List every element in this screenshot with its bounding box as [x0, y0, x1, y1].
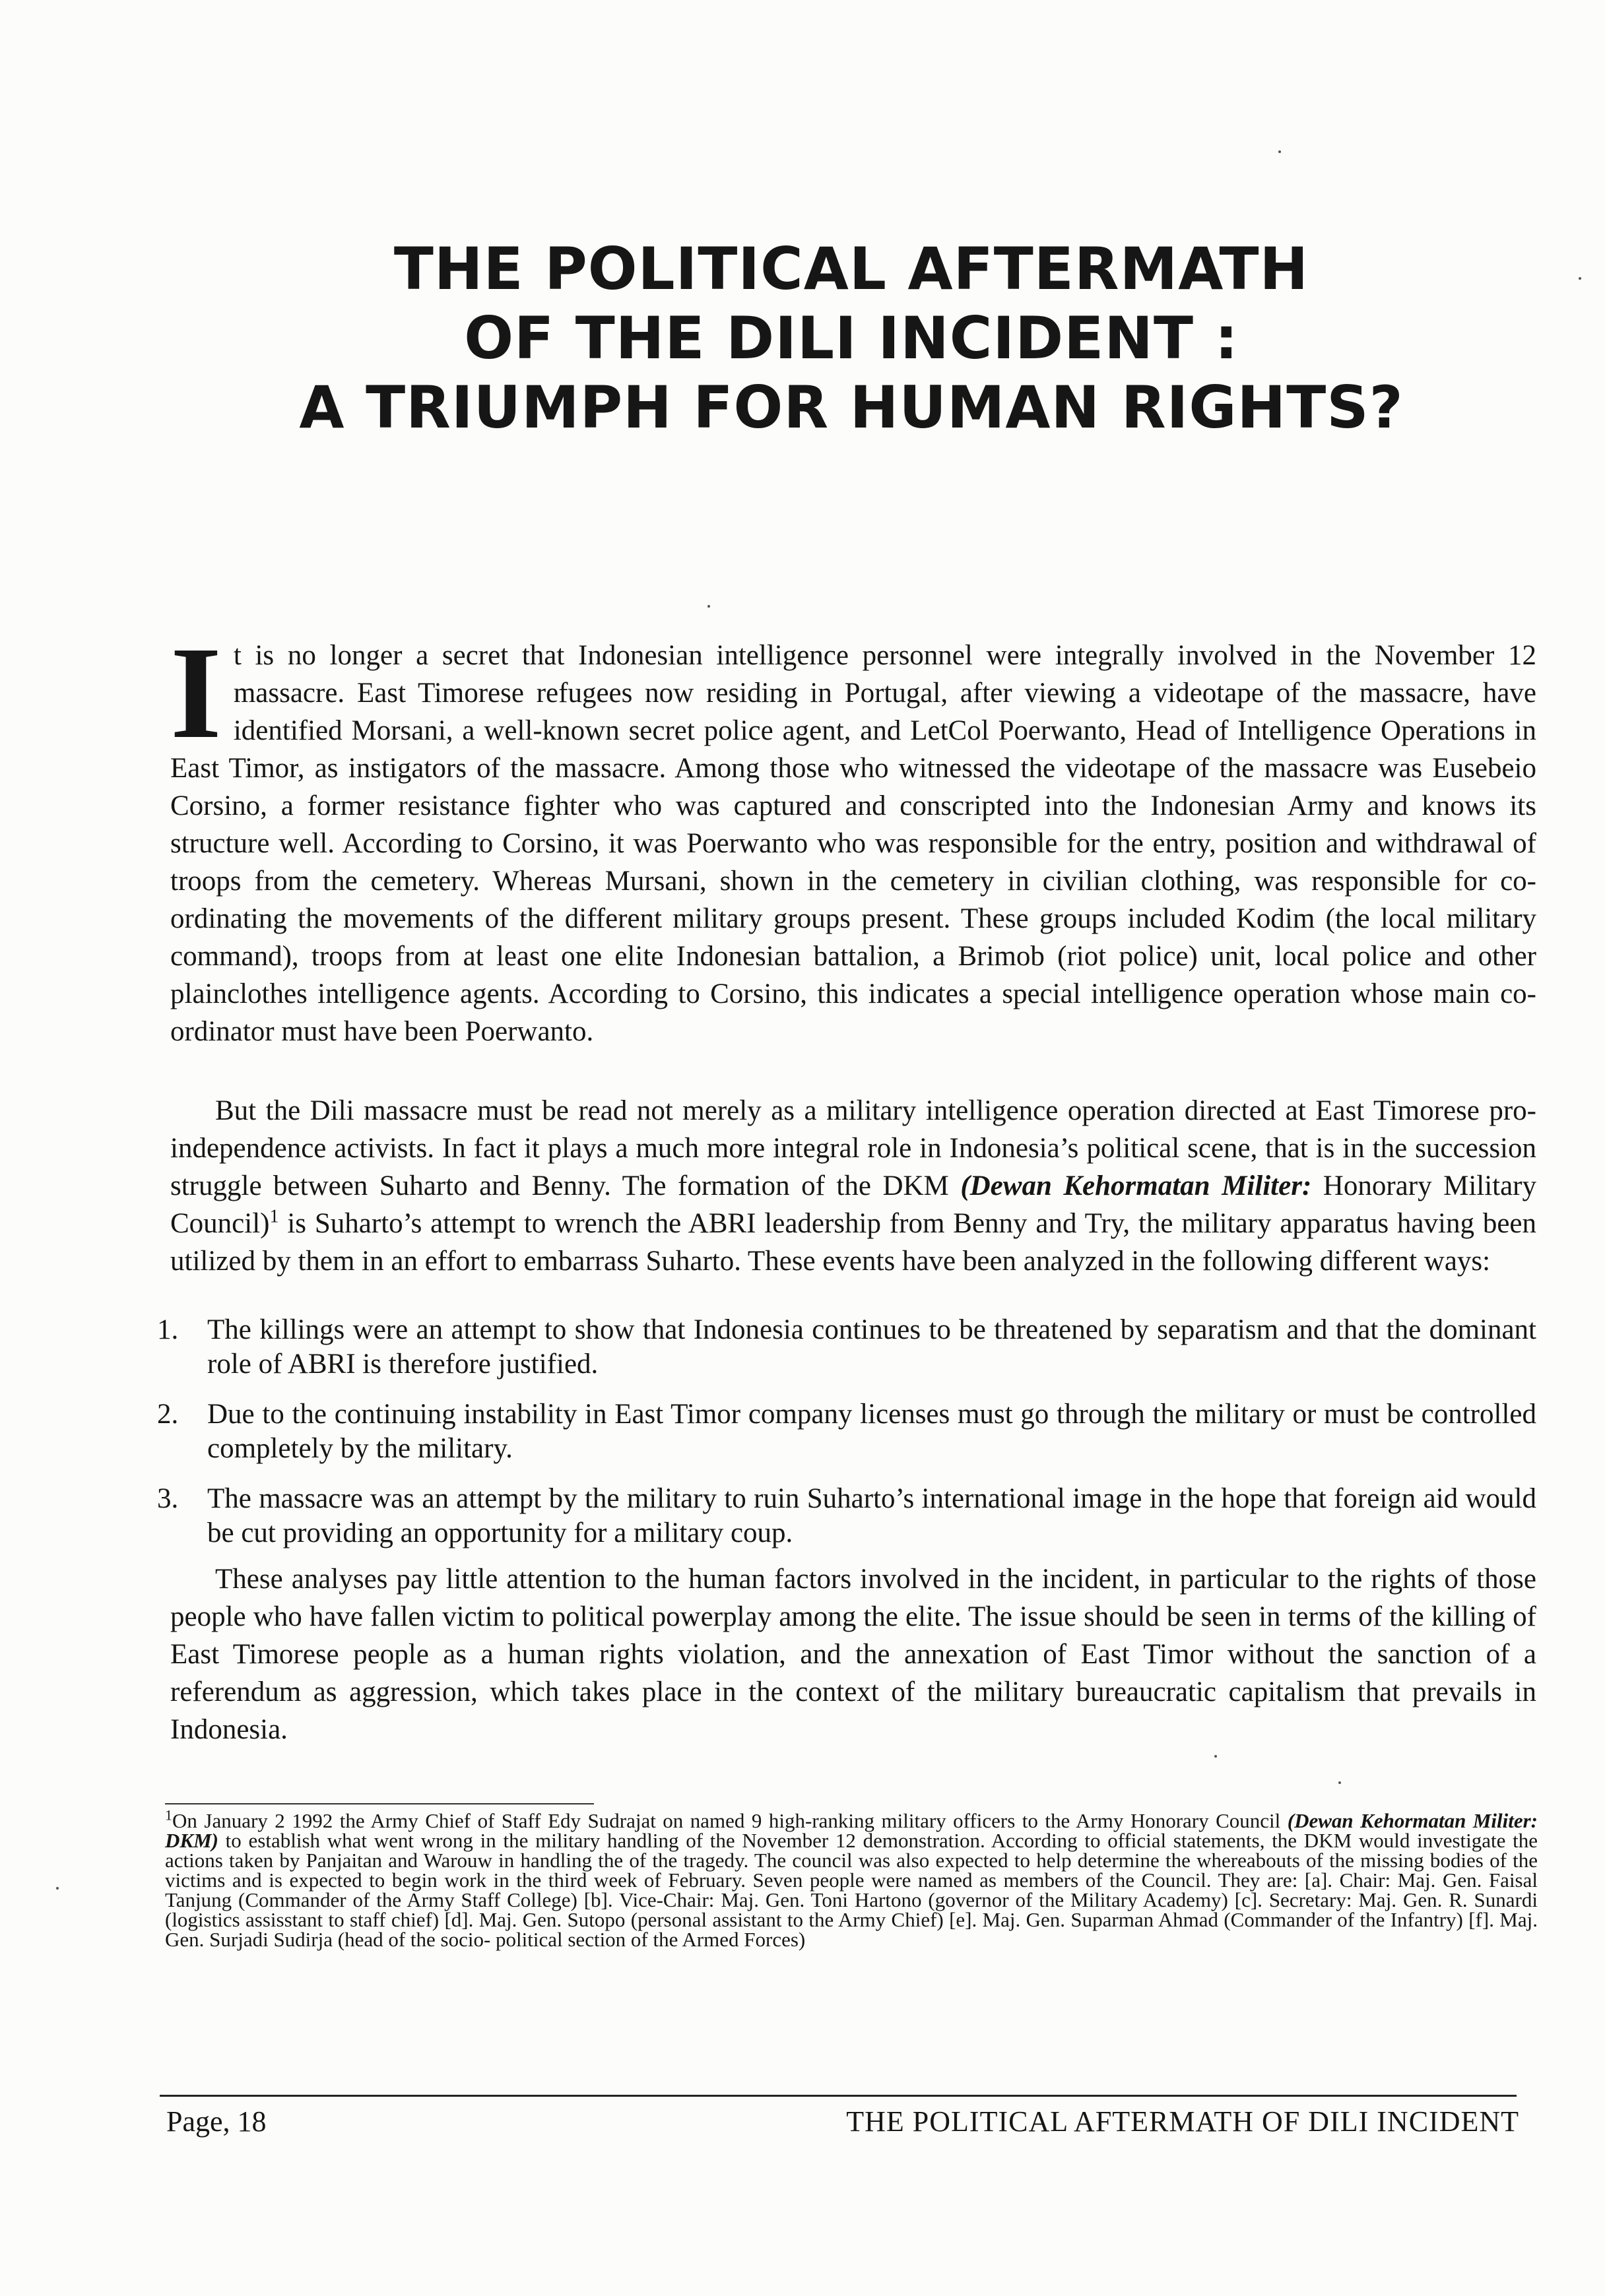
page-number: Page, 18 — [166, 2105, 267, 2138]
paragraph-2-text-b: Honorary Military Council) — [170, 1170, 1537, 1239]
list-item — [157, 1482, 1536, 1550]
running-title: THE POLITICAL AFTERMATH OF DILI INCIDENT — [846, 2105, 1519, 2138]
scan-speck — [1338, 1781, 1341, 1784]
dkm-term: (Dewan Kehormatan Militer: — [960, 1170, 1312, 1201]
paragraph-2 — [170, 1092, 1536, 1280]
footnote-dkm-term: (Dewan Kehormatan Militer: DKM) — [165, 1809, 1538, 1852]
list-number: 2. — [157, 1399, 179, 1430]
paragraph-3 — [170, 1560, 1536, 1748]
drop-cap: I — [170, 620, 222, 766]
title-line-1: THE POLITICAL AFTERMATH — [393, 235, 1309, 303]
footnote-text-b: to establish what went wrong in the military handling of the November 12 demonstration. According to official statements, the DKM would investigate the actions taken by Panjaitan and Warouw in handling the of the tragedy. The council was also expected to help determine the whereabouts of the missing bodies of the victims and is expected to begin work in the third week of February. Seven people were named as members of the Council. They are: [a]. Chair: Maj. Gen. Faisal Tanjung (Commander of the Army Staff College) [b]. Vice-Chair: Maj. Gen. Toni Hartono (governor of the Military Academy) [c]. Secretary: Maj. Gen. R. Sunardi (logistics assisstant to staff chief) [d]. Maj. Gen. Sutopo (personal assistant to the Army Chief) [e]. Maj. Gen. Suparman Ahmad (Commander of the Infantry) [f]. Maj. Gen. Surjadi Sudirja (head of the socio- political section of the Armed Forces) — [165, 1829, 1538, 1951]
list-number: 1. — [157, 1314, 179, 1345]
list-item — [157, 1397, 1536, 1466]
list-item-text: The killings were an attempt to show that Indonesia continues to be threatened by separatism and that the dominant role of ABRI is therefore justified. — [207, 1314, 1536, 1380]
list-number: 3. — [157, 1483, 179, 1514]
scan-speck — [1278, 150, 1281, 153]
title-line-2: OF THE DILI INCIDENT : — [464, 304, 1239, 372]
paragraph-1 — [170, 620, 1536, 1050]
paragraph-3-text: These analyses pay little attention to the human factors involved in the incident, in particular to the rights of those people who have fallen victim to political powerplay among the elite. The issue should be seen in terms of the killing of East Timorese people as a human rights violation, and the annexation of East Timor without the sanction of a referendum as aggression, which takes place in the context of the military bureaucratic capitalism that prevails in Indonesia. — [170, 1564, 1536, 1745]
list-item — [157, 1313, 1536, 1382]
analysis-list — [157, 1313, 1536, 1566]
footer-divider — [160, 2095, 1517, 2097]
footnote-reference: 1 — [269, 1206, 279, 1227]
footnote-mark: 1 — [165, 1806, 172, 1824]
title-line-3: A TRIUMPH FOR HUMAN RIGHTS? — [299, 373, 1404, 441]
scan-speck — [56, 1887, 59, 1890]
footnote-divider — [165, 1803, 594, 1804]
paragraph-1-text: t is no longer a secret that Indonesian intelligence personnel were integrally involved in the November 12 massacre. East Timorese refugees now residing in Portugal, after viewing a videotape of the massacre, have identified Morsani, a well-known secret police agent, and LetCol Poerwanto, Head of Intelligence Operations in East Timor, as instigators of the massacre. Among those who witnessed the videotape of the massacre was Eusebeio Corsino, a former resistance fighter who was captured and conscripted into the Indonesian Army and knows its structure well. According to Corsino, it was Poerwanto who was responsible for the entry, position and withdrawal of troops from the cemetery. Whereas Mursani, shown in the cemetery in civilian clothing, was responsible for co-ordinating the movements of the different military groups present. These groups included Kodim (the local military command), troops from at least one elite Indonesian battalion, a Brimob (riot police) unit, local police and other plainclothes intelligence agents. According to Corsino, this indicates a special intelligence operation whose main co-ordinator must have been Poerwanto. — [170, 640, 1536, 1047]
footnote — [165, 1806, 1538, 1951]
paragraph-2-text-a: But the Dili massacre must be read not merely as a military intelligence operation directed at East Timorese pro-independence activists. In fact it plays a much more integral role in Indonesia’s political scene, that is in the succession struggle between Suharto and Benny. The formation of the DKM — [170, 1095, 1536, 1201]
scan-speck — [1579, 277, 1581, 280]
scan-speck — [707, 605, 710, 608]
paragraph-2-text-c: is Suharto’s attempt to wrench the ABRI leadership from Benny and Try, the military apparatus having been utilized by them in an effort to embarrass Suharto. These events have been analyzed in the following different ways: — [170, 1208, 1536, 1277]
scan-speck — [1214, 1755, 1217, 1758]
footnote-text-a: On January 2 1992 the Army Chief of Staff Edy Sudrajat on named 9 high-ranking military officers to the Army Honorary Council — [172, 1809, 1288, 1832]
list-item-text: The massacre was an attempt by the military to ruin Suharto’s international image in the hope that foreign aid would be cut providing an opportunity for a military coup. — [207, 1483, 1536, 1548]
article-title — [158, 234, 1544, 442]
list-item-text: Due to the continuing instability in East Timor company licenses must go through the military or must be controlled completely by the military. — [207, 1399, 1536, 1464]
